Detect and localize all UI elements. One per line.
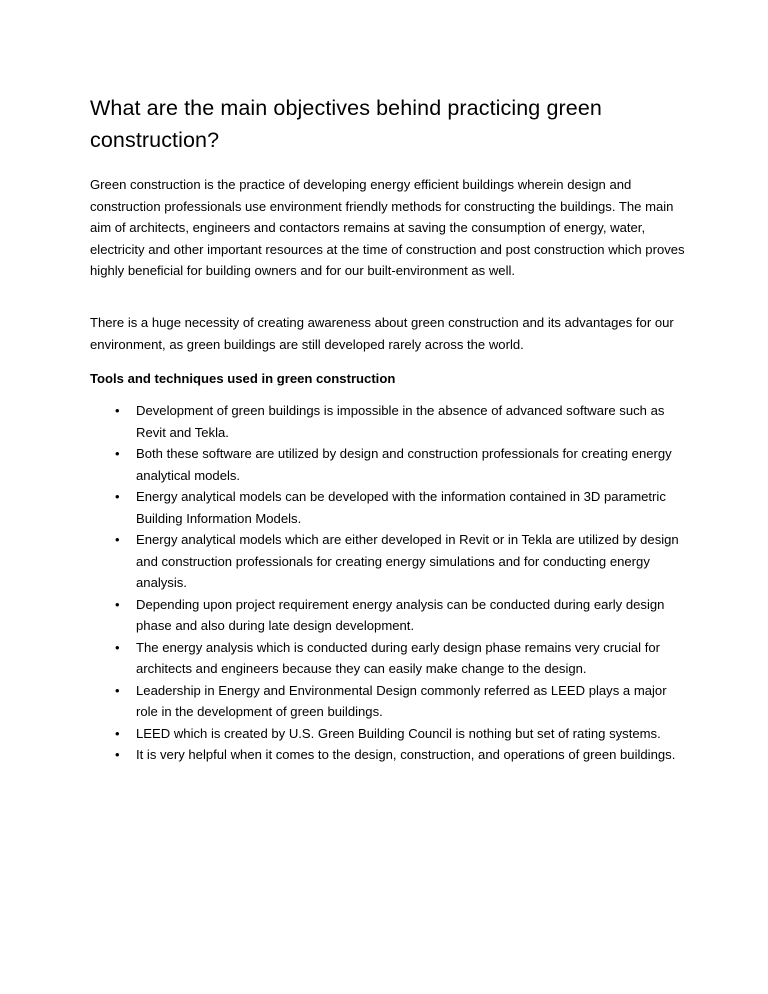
list-item-text: Energy analytical models can be developed with the information contained in 3D parametric Building Information Models. [136, 489, 666, 526]
tools-bullet-list [90, 400, 690, 766]
bullet-icon: • [115, 725, 120, 741]
list-item [90, 486, 690, 529]
list-item [90, 723, 690, 745]
intro-paragraph: Green construction is the practice of developing energy efficient buildings wherein design and construction professionals use environment friendly methods for constructing the buildings. The main aim of architects, engineers and contactors remains at saving the consumption of energy, water, electricity and other important resources at the time of construction and post construction which proves highly beneficial for building owners and for our built-environment as well. [90, 177, 685, 278]
list-item [90, 400, 690, 443]
bullet-icon: • [115, 532, 120, 547]
section-heading: Tools and techniques used in green construction [90, 371, 396, 386]
list-item-text: Development of green buildings is impossible in the absence of advanced software such as Revit and Tekla. [136, 403, 665, 440]
bullet-icon: • [115, 639, 120, 655]
list-item [90, 594, 690, 637]
list-item-text: Both these software are utilized by design and construction professionals for creating energy analytical models. [136, 446, 672, 483]
list-item-text: Depending upon project requirement energy analysis can be conducted during early design phase and also during late design development. [136, 596, 665, 633]
bullet-icon: • [115, 596, 120, 612]
list-item-text: Leadership in Energy and Environmental Design commonly referred as LEED plays a major role in the development of green buildings. [136, 682, 667, 719]
bullet-icon: • [115, 446, 120, 461]
list-item [90, 680, 690, 723]
bullet-icon: • [115, 682, 120, 698]
bullet-icon: • [115, 403, 120, 418]
list-item [90, 637, 690, 680]
list-item [90, 744, 690, 766]
list-item [90, 443, 690, 486]
list-item [90, 529, 690, 594]
list-item-text: LEED which is created by U.S. Green Building Council is nothing but set of rating systems. [136, 725, 661, 741]
bullet-icon: • [115, 489, 120, 504]
awareness-paragraph: There is a huge necessity of creating awareness about green construction and its advantages for our environment, as green buildings are still developed rarely across the world. [90, 315, 674, 352]
bullet-icon: • [115, 747, 120, 762]
list-item-text: The energy analysis which is conducted during early design phase remains very crucial for architects and engineers because they can easily make change to the design. [136, 639, 661, 676]
document-title: What are the main objectives behind practicing green construction? [90, 96, 602, 152]
list-item-text: Energy analytical models which are either developed in Revit or in Tekla are utilized by design and construction professionals for creating energy simulations and for conducting energy analysis. [136, 532, 679, 590]
list-item-text: It is very helpful when it comes to the design, construction, and operations of green buildings. [136, 747, 676, 762]
